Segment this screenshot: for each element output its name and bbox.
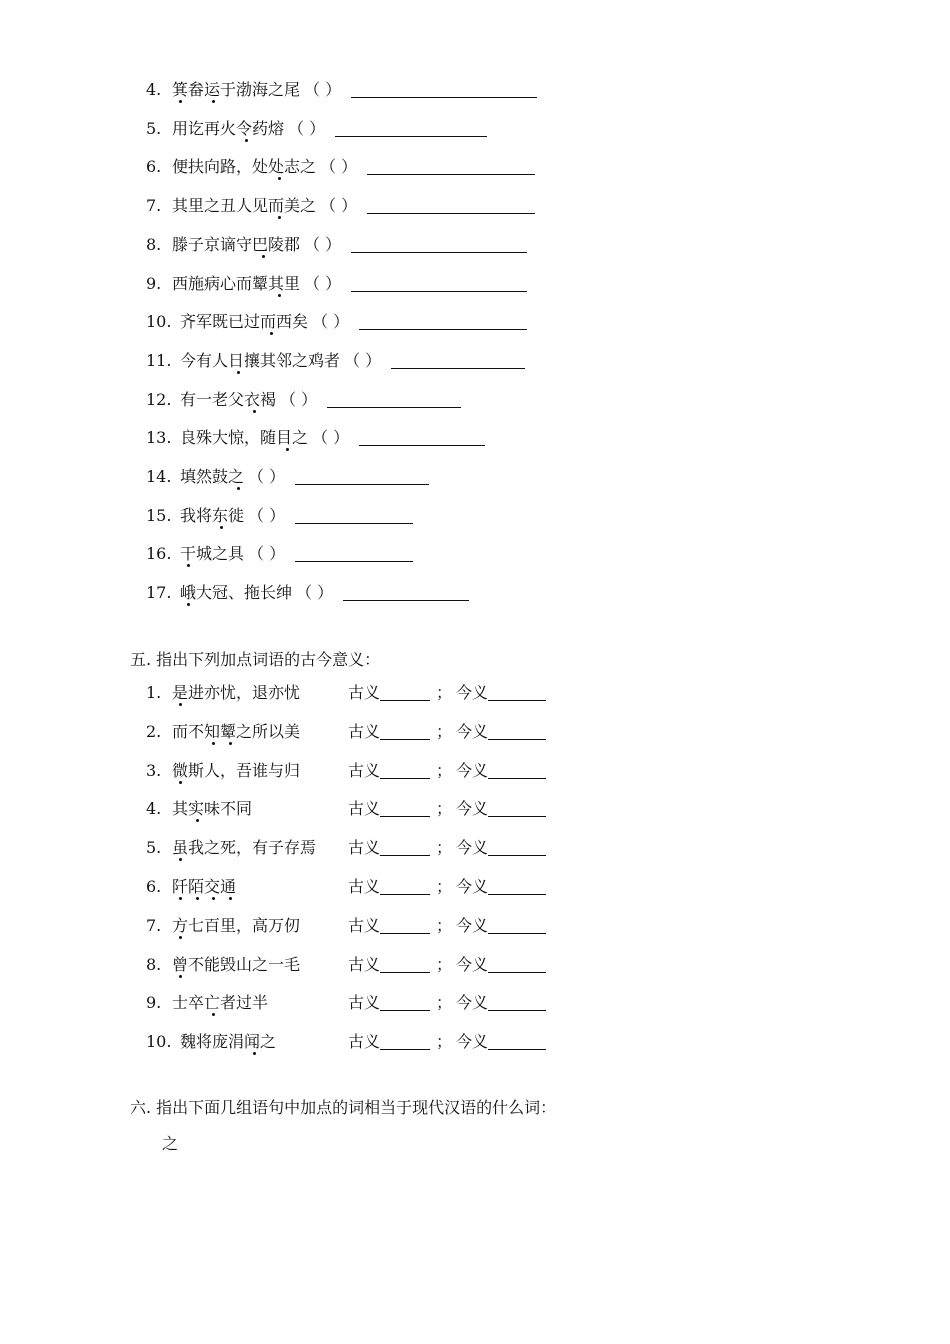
emphasis-dot <box>196 897 199 900</box>
emphasis-dot <box>179 936 182 939</box>
question-sentence: 便扶向路，处处志之 <box>172 157 317 177</box>
question-number: 8. <box>146 234 162 254</box>
emphasis-dot <box>253 1052 256 1055</box>
question-sentence: 箕畚运于渤海之尾 <box>172 80 301 99</box>
emphasis-dot <box>212 897 215 900</box>
meaning-answer-group <box>348 875 546 899</box>
answer-parentheses[interactable]: （ ） <box>304 80 342 99</box>
section5-question-row <box>146 759 300 783</box>
meaning-answer-group <box>348 681 546 705</box>
section5-question-row <box>146 797 252 821</box>
separator: ； <box>436 877 453 896</box>
emphasis-dot <box>262 255 265 258</box>
answer-parentheses[interactable]: （ ） <box>304 234 342 254</box>
meaning-answer-group <box>348 914 546 938</box>
meaning-answer-group <box>348 759 546 783</box>
section4-question-row <box>146 194 535 218</box>
ancient-meaning-blank[interactable] <box>380 915 430 934</box>
emphasis-dot <box>245 139 248 142</box>
ancient-meaning-blank[interactable] <box>380 798 430 817</box>
section5-question-row <box>146 875 236 899</box>
modern-meaning-label: 今义 <box>456 683 489 702</box>
ancient-meaning-label: 古义 <box>348 799 381 819</box>
question-number: 17. <box>146 583 172 603</box>
ancient-meaning-label: 古义 <box>348 954 381 974</box>
answer-parentheses[interactable]: （ ） <box>344 350 382 370</box>
question-number: 10. <box>146 312 172 332</box>
modern-meaning-blank[interactable] <box>488 798 546 817</box>
section5-question-row <box>146 991 268 1015</box>
separator: ； <box>436 954 453 974</box>
section4-question-row <box>146 465 429 489</box>
modern-meaning-blank[interactable] <box>488 876 546 895</box>
question-sentence: 良殊大惊，随目之 <box>180 428 309 448</box>
question-sentence: 是进亦忧，退亦忧 <box>172 683 301 702</box>
ancient-meaning-blank[interactable] <box>380 1031 430 1050</box>
meaning-answer-group <box>348 991 546 1015</box>
separator: ； <box>436 1032 453 1052</box>
ancient-meaning-label: 古义 <box>348 1032 381 1052</box>
modern-meaning-label: 今义 <box>456 721 489 741</box>
section5-question-row <box>146 720 300 744</box>
question-number: 5. <box>146 118 162 138</box>
section5-question-row <box>146 836 316 860</box>
answer-parentheses[interactable]: （ ） <box>280 389 318 409</box>
modern-meaning-blank[interactable] <box>488 1031 546 1050</box>
question-number: 8. <box>146 954 162 974</box>
modern-meaning-blank[interactable] <box>488 837 546 856</box>
question-number: 9. <box>146 273 162 293</box>
modern-meaning-blank[interactable] <box>488 992 546 1011</box>
section5-question-row <box>146 681 300 705</box>
question-number: 1. <box>146 683 162 702</box>
answer-parentheses[interactable]: （ ） <box>288 118 326 138</box>
question-sentence: 填然鼓之 <box>180 467 245 486</box>
section4-question-row <box>146 581 469 605</box>
emphasis-dot <box>187 564 190 567</box>
question-sentence: 曾不能毁山之一毛 <box>172 954 301 974</box>
meaning-answer-group <box>348 953 546 977</box>
ancient-meaning-blank[interactable] <box>380 837 430 856</box>
answer-blank[interactable] <box>351 273 527 292</box>
question-sentence: 有一老父衣褐 <box>180 389 277 409</box>
section4-question-row <box>146 310 527 334</box>
modern-meaning-label: 今义 <box>456 877 489 896</box>
emphasis-dot <box>229 742 232 745</box>
section4-question-row <box>146 504 413 528</box>
meaning-answer-group <box>348 720 546 744</box>
emphasis-dot <box>229 897 232 900</box>
question-sentence: 齐军既已过而西矣 <box>180 312 309 332</box>
answer-parentheses[interactable]: （ ） <box>248 544 286 564</box>
question-number: 6. <box>146 877 162 896</box>
section4-question-row <box>146 233 527 257</box>
question-number: 5. <box>146 838 162 858</box>
modern-meaning-label: 今义 <box>456 1032 489 1052</box>
modern-meaning-label: 今义 <box>456 760 489 780</box>
question-sentence: 而不知颦之所以美 <box>172 721 301 741</box>
question-number: 16. <box>146 544 172 564</box>
section6-sub-label: 之 <box>162 1134 179 1153</box>
question-sentence: 滕子京谪守巴陵郡 <box>172 234 301 254</box>
emphasis-dot <box>179 858 182 861</box>
emphasis-dot <box>278 294 281 297</box>
answer-blank[interactable] <box>295 466 429 485</box>
modern-meaning-label: 今义 <box>456 838 489 858</box>
ancient-meaning-blank[interactable] <box>380 682 430 701</box>
ancient-meaning-blank[interactable] <box>380 760 430 779</box>
answer-parentheses[interactable]: （ ） <box>320 157 358 177</box>
emphasis-dot <box>278 216 281 219</box>
meaning-answer-group <box>348 797 546 821</box>
question-number: 2. <box>146 721 162 741</box>
answer-blank[interactable] <box>295 505 413 524</box>
ancient-meaning-label: 古义 <box>348 838 381 858</box>
answer-blank[interactable] <box>335 118 487 137</box>
section5-question-row <box>146 1030 276 1054</box>
section4-question-row <box>146 388 461 412</box>
emphasis-dot <box>187 603 190 606</box>
question-sentence: 魏将庞涓闻之 <box>180 1032 277 1052</box>
emphasis-dot <box>179 897 182 900</box>
emphasis-dot <box>179 703 182 706</box>
ancient-meaning-blank[interactable] <box>380 954 430 973</box>
question-number: 12. <box>146 389 172 409</box>
question-sentence: 其实味不同 <box>172 799 253 819</box>
ancient-meaning-blank[interactable] <box>380 876 430 895</box>
answer-blank[interactable] <box>391 350 525 369</box>
question-sentence: 虽我之死，有子存焉 <box>172 838 317 858</box>
answer-blank[interactable] <box>367 195 535 214</box>
question-sentence: 干城之具 <box>180 544 245 564</box>
emphasis-dot <box>237 487 240 490</box>
question-number: 13. <box>146 428 172 448</box>
question-number: 7. <box>146 915 162 935</box>
separator: ； <box>436 993 453 1013</box>
modern-meaning-label: 今义 <box>456 915 489 935</box>
ancient-meaning-blank[interactable] <box>380 992 430 1011</box>
question-sentence: 峨大冠、拖长绅 <box>180 583 293 603</box>
question-number: 4. <box>146 799 162 819</box>
ancient-meaning-label: 古义 <box>348 993 381 1013</box>
answer-blank[interactable] <box>343 582 469 601</box>
modern-meaning-blank[interactable] <box>488 954 546 973</box>
modern-meaning-blank[interactable] <box>488 915 546 934</box>
answer-parentheses[interactable]: （ ） <box>304 273 342 293</box>
section6-heading: 六. 指出下面几组语句中加点的词相当于现代汉语的什么词： <box>130 1098 557 1117</box>
answer-blank[interactable] <box>359 427 485 446</box>
question-number: 3. <box>146 760 162 780</box>
question-sentence: 西施病心而颦其里 <box>172 273 301 293</box>
answer-blank[interactable] <box>351 79 537 98</box>
modern-meaning-blank[interactable] <box>488 721 546 740</box>
emphasis-dot <box>270 332 273 335</box>
question-sentence: 士卒亡者过半 <box>172 993 269 1013</box>
ancient-meaning-label: 古义 <box>348 760 381 780</box>
answer-blank[interactable] <box>327 389 461 408</box>
emphasis-dot <box>196 819 199 822</box>
section4-question-row <box>146 349 525 373</box>
question-number: 15. <box>146 505 172 525</box>
emphasis-dot <box>179 975 182 978</box>
answer-blank[interactable] <box>359 311 527 330</box>
question-sentence: 方七百里，高万仞 <box>172 915 301 935</box>
answer-blank[interactable] <box>351 234 527 253</box>
answer-parentheses[interactable]: （ ） <box>248 467 286 486</box>
modern-meaning-label: 今义 <box>456 799 489 819</box>
emphasis-dot <box>212 100 215 103</box>
section5-question-row <box>146 953 300 977</box>
answer-parentheses[interactable]: （ ） <box>312 312 350 332</box>
separator: ； <box>436 760 453 780</box>
separator: ； <box>436 721 453 741</box>
section5-question-row <box>146 914 300 938</box>
ancient-meaning-label: 古义 <box>348 877 381 896</box>
question-number: 10. <box>146 1032 172 1052</box>
modern-meaning-label: 今义 <box>456 993 489 1013</box>
emphasis-dot <box>253 410 256 413</box>
question-sentence: 其里之丑人见而美之 <box>172 196 317 216</box>
separator: ； <box>436 799 453 819</box>
emphasis-dot <box>286 448 289 451</box>
section4-question-row <box>146 426 485 450</box>
question-sentence: 微斯人，吾谁与归 <box>172 760 301 780</box>
section4-question-row <box>146 78 537 102</box>
answer-parentheses[interactable]: （ ） <box>320 196 358 216</box>
question-sentence: 我将东徙 <box>180 505 245 525</box>
emphasis-dot <box>179 781 182 784</box>
question-number: 4. <box>146 80 162 99</box>
answer-parentheses[interactable]: （ ） <box>312 428 350 448</box>
question-sentence: 阡陌交通 <box>172 877 237 896</box>
meaning-answer-group <box>348 836 546 860</box>
meaning-answer-group <box>348 1030 546 1054</box>
answer-parentheses[interactable]: （ ） <box>296 583 334 603</box>
ancient-meaning-blank[interactable] <box>380 721 430 740</box>
section4-question-row <box>146 542 413 566</box>
emphasis-dot <box>212 1013 215 1016</box>
answer-blank[interactable] <box>367 156 535 175</box>
ancient-meaning-label: 古义 <box>348 915 381 935</box>
separator: ； <box>436 915 453 935</box>
answer-parentheses[interactable]: （ ） <box>248 505 286 525</box>
emphasis-dot <box>179 100 182 103</box>
question-number: 14. <box>146 467 172 486</box>
section5-heading: 五. 指出下列加点词语的古今意义： <box>130 650 381 669</box>
emphasis-dot <box>237 371 240 374</box>
ancient-meaning-label: 古义 <box>348 683 381 702</box>
answer-blank[interactable] <box>295 543 413 562</box>
emphasis-dot <box>212 742 215 745</box>
question-number: 11. <box>146 350 172 370</box>
modern-meaning-blank[interactable] <box>488 682 546 701</box>
emphasis-dot <box>220 526 223 529</box>
question-sentence: 今有人日攘其邻之鸡者 <box>180 350 341 370</box>
emphasis-dot <box>278 177 281 180</box>
modern-meaning-label: 今义 <box>456 954 489 974</box>
section4-question-row <box>146 272 527 296</box>
question-number: 6. <box>146 157 162 177</box>
question-sentence: 用讫再火令药熔 <box>172 118 285 138</box>
ancient-meaning-label: 古义 <box>348 721 381 741</box>
question-number: 7. <box>146 196 162 216</box>
section4-question-row <box>146 155 535 179</box>
section4-question-row <box>146 117 487 141</box>
modern-meaning-blank[interactable] <box>488 760 546 779</box>
separator: ； <box>436 683 453 702</box>
separator: ； <box>436 838 453 858</box>
question-number: 9. <box>146 993 162 1013</box>
